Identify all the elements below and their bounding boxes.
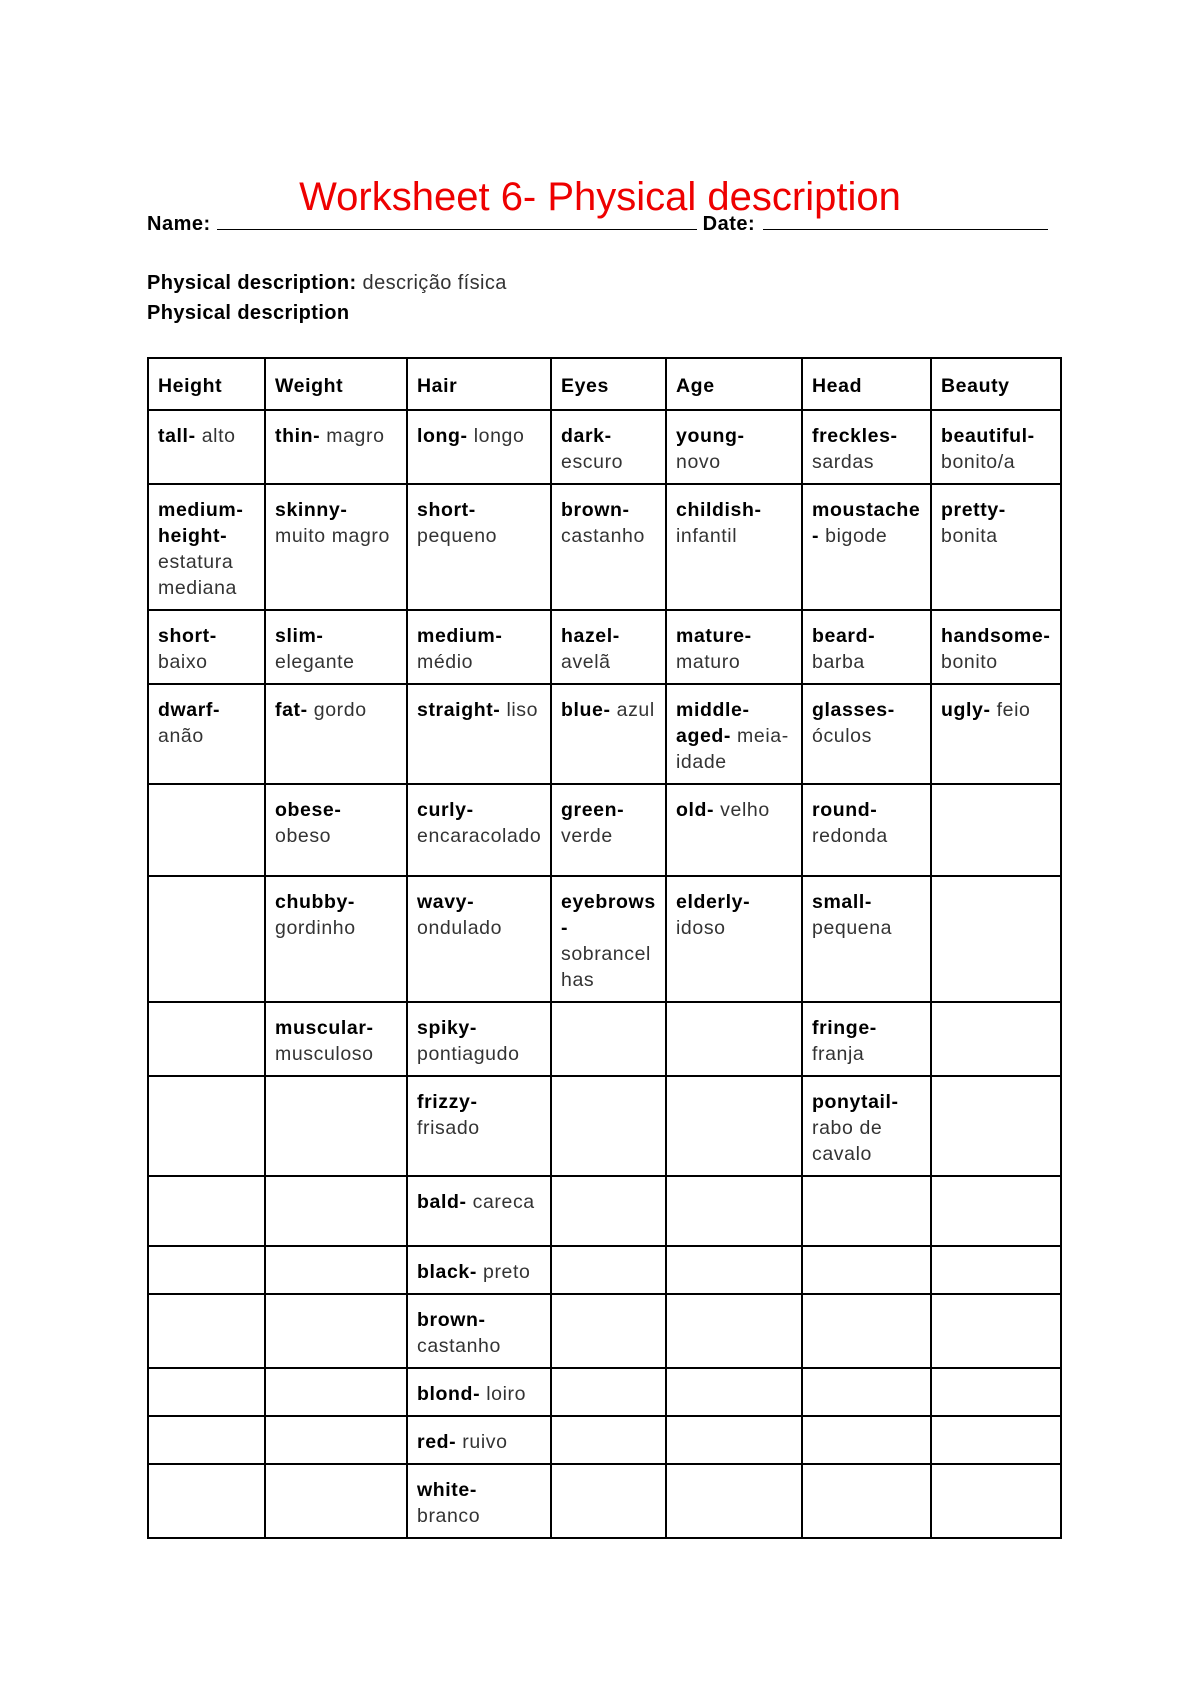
meaning: barba	[812, 651, 865, 673]
meaning: escuro	[561, 451, 624, 473]
term: short-	[158, 625, 217, 647]
table-cell	[802, 1294, 931, 1368]
table-row	[148, 610, 1061, 684]
table-cell	[666, 1246, 802, 1294]
term: black-	[417, 1261, 477, 1283]
term: bald-	[417, 1191, 467, 1213]
table-cell	[802, 610, 931, 684]
name-blank[interactable]	[217, 211, 697, 230]
table-row	[148, 1294, 1061, 1368]
meaning: idoso	[676, 917, 726, 939]
meaning: médio	[417, 651, 474, 673]
column-header-height: Height	[148, 358, 265, 410]
table-row	[148, 410, 1061, 484]
table-row	[148, 1416, 1061, 1464]
name-date-line	[147, 210, 1048, 238]
table-cell	[931, 1368, 1061, 1416]
meaning: franja	[812, 1043, 865, 1065]
term: beard-	[812, 625, 876, 647]
meaning: gordinho	[275, 917, 356, 939]
meaning: muito magro	[275, 525, 390, 547]
table-cell	[265, 1076, 407, 1176]
meaning: infantil	[676, 525, 738, 547]
table-cell	[265, 1464, 407, 1538]
table-cell	[802, 784, 931, 876]
date-label: Date:	[702, 213, 756, 235]
meaning: verde	[561, 825, 613, 847]
table-cell	[407, 1076, 551, 1176]
table-cell	[407, 610, 551, 684]
meaning: alto	[201, 425, 236, 447]
meaning: pontiagudo	[417, 1043, 520, 1065]
table-cell	[148, 410, 265, 484]
table-cell	[407, 1002, 551, 1076]
table-cell	[265, 1294, 407, 1368]
meaning: preto	[483, 1261, 531, 1283]
intro-line-2: Physical description	[147, 302, 350, 324]
table-cell	[265, 1416, 407, 1464]
table-cell	[407, 1464, 551, 1538]
table-cell	[148, 784, 265, 876]
column-header-eyes: Eyes	[551, 358, 666, 410]
table-cell	[666, 1416, 802, 1464]
table-cell	[265, 876, 407, 1002]
term: wavy-	[417, 891, 475, 913]
meaning: pequena	[812, 917, 893, 939]
term: round-	[812, 799, 878, 821]
term: red-	[417, 1431, 457, 1453]
table-row	[148, 784, 1061, 876]
meaning: liso	[506, 699, 539, 721]
meaning: careca	[472, 1191, 535, 1213]
table-cell	[931, 484, 1061, 610]
term: young-	[676, 425, 745, 447]
table-cell	[407, 410, 551, 484]
term: hazel-	[561, 625, 620, 647]
table-cell	[802, 684, 931, 784]
term: green-	[561, 799, 625, 821]
table-cell	[407, 1246, 551, 1294]
table-cell	[148, 1002, 265, 1076]
table-cell	[407, 684, 551, 784]
table-cell	[551, 1076, 666, 1176]
table-cell	[666, 1294, 802, 1368]
term: blond-	[417, 1383, 481, 1405]
table-cell	[551, 784, 666, 876]
meaning: ondulado	[417, 917, 503, 939]
table-row	[148, 1176, 1061, 1246]
meaning: obeso	[275, 825, 332, 847]
table-cell	[931, 876, 1061, 1002]
table-row	[148, 1076, 1061, 1176]
table-cell	[265, 484, 407, 610]
table-cell	[551, 1368, 666, 1416]
table-row	[148, 1246, 1061, 1294]
term: tall-	[158, 425, 196, 447]
table-cell	[551, 684, 666, 784]
meaning: longo	[473, 425, 525, 447]
meaning: encaracolado	[417, 825, 542, 847]
table-row	[148, 1002, 1061, 1076]
meaning: magro	[326, 425, 385, 447]
table-cell	[666, 1076, 802, 1176]
table-cell	[407, 876, 551, 1002]
table-cell	[802, 1416, 931, 1464]
name-label: Name:	[147, 213, 211, 235]
table-body	[148, 410, 1061, 1538]
term: curly-	[417, 799, 474, 821]
term: slim-	[275, 625, 324, 647]
table-cell	[931, 684, 1061, 784]
meaning: ruivo	[462, 1431, 508, 1453]
table-cell	[265, 610, 407, 684]
meaning: maturo	[676, 651, 741, 673]
table-cell	[551, 410, 666, 484]
table-cell	[265, 410, 407, 484]
term: brown-	[417, 1309, 486, 1331]
table-cell	[407, 1416, 551, 1464]
meaning: redonda	[812, 825, 888, 847]
meaning: castanho	[561, 525, 645, 547]
meaning: anão	[158, 725, 204, 747]
term: old-	[676, 799, 715, 821]
meaning: avelã	[561, 651, 611, 673]
meaning: elegante	[275, 651, 355, 673]
table-cell	[802, 1464, 931, 1538]
term: medium-height-	[158, 499, 244, 547]
column-header-beauty: Beauty	[931, 358, 1061, 410]
term: brown-	[561, 499, 630, 521]
meaning: sardas	[812, 451, 875, 473]
table-row	[148, 684, 1061, 784]
table-cell	[551, 1246, 666, 1294]
meaning: gordo	[313, 699, 367, 721]
table-cell	[407, 784, 551, 876]
table-cell	[666, 684, 802, 784]
table-cell	[666, 1368, 802, 1416]
meaning: óculos	[812, 725, 872, 747]
term: pretty-	[941, 499, 1006, 521]
term: moustache-	[812, 499, 921, 547]
meaning: castanho	[417, 1335, 501, 1357]
term: dwarf-	[158, 699, 221, 721]
table-cell	[802, 1002, 931, 1076]
meaning: sobrancelhas	[561, 943, 651, 991]
table-cell	[148, 1368, 265, 1416]
table-cell	[666, 784, 802, 876]
term: chubby-	[275, 891, 356, 913]
meaning: velho	[720, 799, 770, 821]
table-cell	[265, 1246, 407, 1294]
term: ponytail-	[812, 1091, 899, 1113]
term: spiky-	[417, 1017, 477, 1039]
table-cell	[551, 1002, 666, 1076]
table-cell	[148, 1076, 265, 1176]
term: mature-	[676, 625, 752, 647]
table-cell	[666, 876, 802, 1002]
table-cell	[802, 1368, 931, 1416]
table-cell	[265, 1002, 407, 1076]
table-cell	[802, 484, 931, 610]
meaning: bonito	[941, 651, 998, 673]
term: elderly-	[676, 891, 751, 913]
table-cell	[148, 876, 265, 1002]
table-cell	[802, 1076, 931, 1176]
term: fat-	[275, 699, 308, 721]
meaning: meia-idade	[676, 725, 789, 773]
table-cell	[148, 684, 265, 784]
table-cell	[265, 784, 407, 876]
table-cell	[265, 684, 407, 784]
table-cell	[931, 1002, 1061, 1076]
meaning: azul	[616, 699, 655, 721]
term: medium-	[417, 625, 503, 647]
meaning: rabo de cavalo	[812, 1117, 883, 1165]
page-title: Worksheet 6- Physical description	[299, 174, 901, 219]
intro-line-1	[147, 268, 507, 298]
table-row	[148, 876, 1061, 1002]
meaning: pequeno	[417, 525, 498, 547]
table-cell	[407, 1294, 551, 1368]
table-cell	[931, 410, 1061, 484]
table-cell	[551, 1294, 666, 1368]
table-cell	[931, 1294, 1061, 1368]
table-cell	[931, 784, 1061, 876]
meaning: musculoso	[275, 1043, 374, 1065]
table-cell	[407, 484, 551, 610]
meaning: loiro	[486, 1383, 527, 1405]
meaning: novo	[676, 451, 721, 473]
term: dark-	[561, 425, 612, 447]
meaning: branco	[417, 1505, 481, 1527]
term: obese-	[275, 799, 342, 821]
term: freckles-	[812, 425, 898, 447]
table-row	[148, 484, 1061, 610]
term: beautiful-	[941, 425, 1035, 447]
table-cell	[551, 484, 666, 610]
table-cell	[666, 1176, 802, 1246]
term: skinny-	[275, 499, 348, 521]
table-cell	[148, 1246, 265, 1294]
table-cell	[931, 1416, 1061, 1464]
meaning: estatura mediana	[158, 551, 238, 599]
column-header-weight: Weight	[265, 358, 407, 410]
column-header-age: Age	[666, 358, 802, 410]
meaning: bonito/a	[941, 451, 1016, 473]
table-cell	[666, 484, 802, 610]
table-cell	[148, 1416, 265, 1464]
term: frizzy-	[417, 1091, 478, 1113]
table-cell	[148, 610, 265, 684]
table-cell	[666, 1464, 802, 1538]
meaning: bigode	[825, 525, 888, 547]
table-cell	[931, 1176, 1061, 1246]
meaning: frisado	[417, 1117, 480, 1139]
table-cell	[802, 1176, 931, 1246]
table-cell	[666, 410, 802, 484]
table-cell	[265, 1176, 407, 1246]
term: straight-	[417, 699, 501, 721]
table-cell	[666, 610, 802, 684]
meaning: bonita	[941, 525, 998, 547]
term: ugly-	[941, 699, 991, 721]
table-cell	[666, 1002, 802, 1076]
term: long-	[417, 425, 468, 447]
table-cell	[931, 610, 1061, 684]
table-cell	[551, 876, 666, 1002]
term: muscular-	[275, 1017, 374, 1039]
table-row	[148, 1464, 1061, 1538]
intro-label: Physical description:	[147, 272, 357, 294]
term: handsome-	[941, 625, 1051, 647]
table-cell	[802, 876, 931, 1002]
table-cell	[551, 1464, 666, 1538]
column-header-hair: Hair	[407, 358, 551, 410]
term: small-	[812, 891, 872, 913]
table-cell	[931, 1246, 1061, 1294]
column-header-head: Head	[802, 358, 931, 410]
table-cell	[802, 1246, 931, 1294]
table-cell	[931, 1076, 1061, 1176]
table-cell	[551, 610, 666, 684]
date-blank[interactable]	[763, 211, 1048, 230]
meaning: baixo	[158, 651, 208, 673]
term: short-	[417, 499, 476, 521]
table-cell	[148, 1294, 265, 1368]
table-row	[148, 1368, 1061, 1416]
intro-block	[147, 268, 507, 328]
table-cell	[148, 1176, 265, 1246]
intro-gloss: descrição física	[362, 272, 507, 294]
table-cell	[148, 484, 265, 610]
table-cell	[148, 1464, 265, 1538]
term: glasses-	[812, 699, 895, 721]
table-cell	[551, 1176, 666, 1246]
table-cell	[802, 410, 931, 484]
table-header-row	[148, 358, 1061, 410]
table-cell	[407, 1368, 551, 1416]
term: middle-aged-	[676, 699, 750, 747]
term: eyebrows-	[561, 891, 656, 939]
term: white-	[417, 1479, 477, 1501]
term: childish-	[676, 499, 762, 521]
table-cell	[407, 1176, 551, 1246]
term: blue-	[561, 699, 611, 721]
meaning: feio	[996, 699, 1031, 721]
table-cell	[931, 1464, 1061, 1538]
term: thin-	[275, 425, 321, 447]
table-cell	[265, 1368, 407, 1416]
table-cell	[551, 1416, 666, 1464]
vocabulary-table	[147, 357, 1062, 1539]
term: fringe-	[812, 1017, 877, 1039]
